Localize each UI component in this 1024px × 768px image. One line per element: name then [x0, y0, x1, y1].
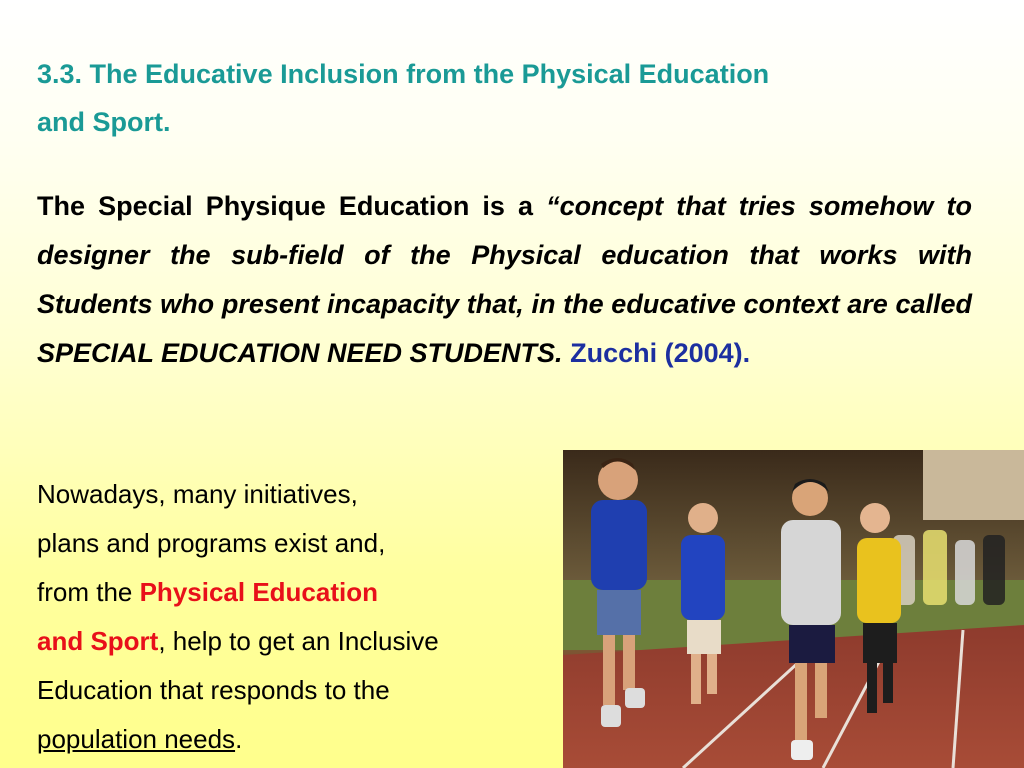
- underlined-population-needs: population needs: [37, 724, 236, 754]
- paragraph-line-3: [37, 568, 577, 617]
- paragraph-line-6: [37, 715, 577, 764]
- paragraph-line-4: [37, 617, 577, 666]
- initiatives-paragraph: [37, 470, 577, 764]
- definition-intro: The Special Physique Education is a: [37, 191, 547, 221]
- definition-paragraph: [37, 182, 972, 378]
- background-building: [923, 450, 1024, 520]
- heading-line-1: 3.3. The Educative Inclusion from the Physical Education: [37, 59, 770, 89]
- paragraph-line-1: Nowadays, many initiatives,: [37, 479, 358, 509]
- paragraph-line-2: plans and programs exist and,: [37, 528, 386, 558]
- highlight-physical-education: Physical Education: [139, 577, 378, 607]
- children-running-illustration: [563, 450, 1024, 768]
- definition-quote: “concept that tries somehow to designer the sub-field of the Physical education that works with Students who present incapacity that, in the educative context are called SPECIAL EDUCATION NEED STUDENTS.: [37, 191, 972, 368]
- slide-heading: [37, 50, 972, 146]
- paragraph-line-5: Education that responds to the: [37, 675, 390, 705]
- paragraph-line-6-suffix: .: [235, 724, 243, 754]
- children-running-photo: [563, 450, 1024, 768]
- paragraph-line-3-prefix: from the: [37, 577, 140, 607]
- heading-line-2: and Sport.: [37, 107, 171, 137]
- paragraph-line-4-suffix: , help to get an Inclusive: [158, 626, 439, 656]
- highlight-and-sport: and Sport: [37, 626, 159, 656]
- citation: Zucchi (2004).: [570, 338, 751, 368]
